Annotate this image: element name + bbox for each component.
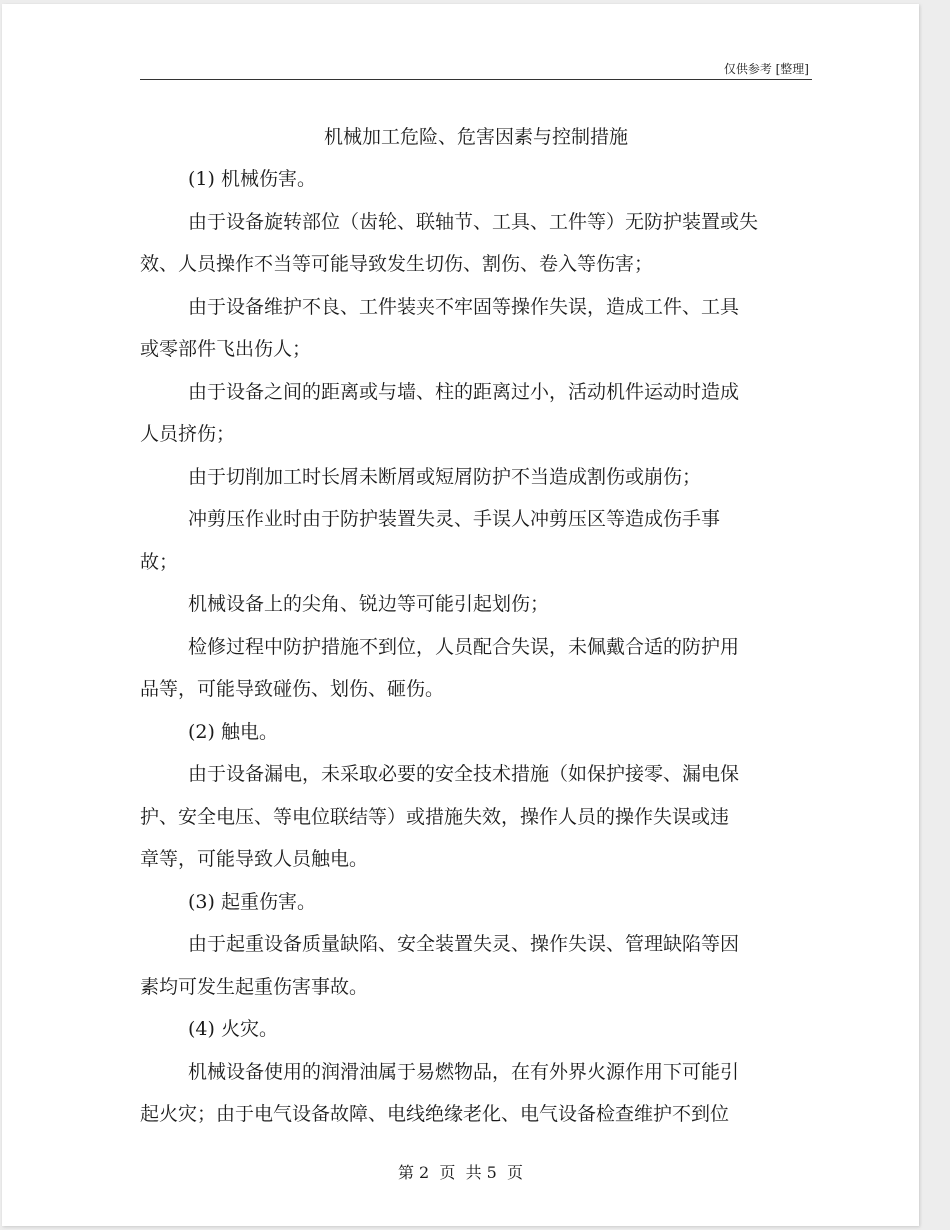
paragraph-line: 效、人员操作不当等可能导致发生切伤、割伤、卷入等伤害； <box>140 253 654 275</box>
paragraph-line: 机械设备上的尖角、锐边等可能引起划伤； <box>188 593 550 615</box>
paragraph-line: 人员挤伤； <box>140 423 236 445</box>
paragraph-line: 故； <box>140 551 179 573</box>
paragraph-line: 章等，可能导致人员触电。 <box>140 848 369 870</box>
paragraph-line: 冲剪压作业时由于防护装置失灵、手误人冲剪压区等造成伤手事 <box>188 508 721 530</box>
paragraph-line: 由于切削加工时长屑未断屑或短屑防护不当造成割伤或崩伤； <box>188 466 702 488</box>
paragraph-line: 素均可发生起重伤害事故。 <box>140 976 369 998</box>
document-title: 机械加工危险、危害因素与控制措施 <box>323 126 628 148</box>
paragraph-line: 护、安全电压、等电位联结等）或措施失效，操作人员的操作失误或违 <box>140 806 730 828</box>
paragraph-line: 由于起重设备质量缺陷、安全装置失灵、操作失误、管理缺陷等因 <box>188 933 740 955</box>
paragraph-line: 或零部件飞出伤人； <box>140 338 312 360</box>
page-number: 第 2 页 共 5 页 <box>397 1163 524 1182</box>
paragraph-line: 品等，可能导致碰伤、划伤、砸伤。 <box>140 678 445 700</box>
header-note: 仅供参考 [整理] <box>723 62 809 76</box>
paragraph-line: 由于设备之间的距离或与墙、柱的距离过小，活动机件运动时造成 <box>188 381 740 403</box>
paragraph-line: 检修过程中防护措施不到位，人员配合失误，未佩戴合适的防护用 <box>188 636 740 658</box>
paragraph-line: 由于设备漏电，未采取必要的安全技术措施（如保护接零、漏电保 <box>188 763 740 785</box>
paragraph-line: 由于设备旋转部位（齿轮、联轴节、工具、工件等）无防护装置或失 <box>188 211 759 233</box>
section-heading-2: (2) 触电。 <box>188 721 278 743</box>
paragraph-line: 起火灾；由于电气设备故障、电线绝缘老化、电气设备检查维护不到位 <box>140 1103 730 1125</box>
paragraph-line: 机械设备使用的润滑油属于易燃物品，在有外界火源作用下可能引 <box>188 1061 740 1083</box>
section-heading-1: (1) 机械伤害。 <box>188 168 316 190</box>
section-heading-3: (3) 起重伤害。 <box>188 891 316 913</box>
paragraph-line: 由于设备维护不良、工件装夹不牢固等操作失误，造成工件、工具 <box>188 296 740 318</box>
header-divider <box>140 79 812 80</box>
section-heading-4: (4) 火灾。 <box>188 1018 278 1040</box>
document-page <box>2 4 919 1226</box>
